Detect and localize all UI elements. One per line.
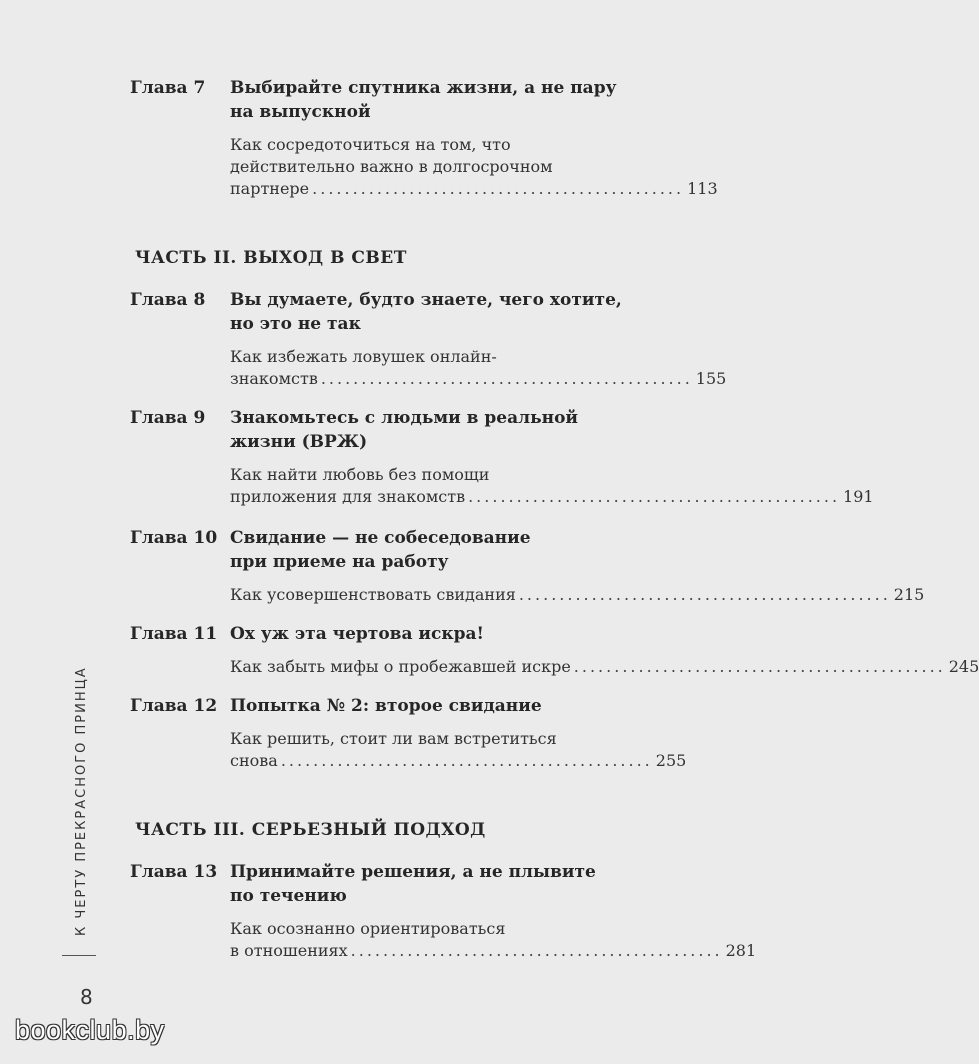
chapter-subtitle: Как забыть мифы о пробежавшей искре .............................................. 245 [230, 657, 979, 676]
toc-entry-chapter-12 [130, 694, 687, 772]
chapter-label: Глава 13 [130, 862, 218, 882]
chapter-label: Глава 9 [130, 408, 206, 428]
chapter-title: Ох уж эта чертова искра! [230, 624, 485, 644]
page-number: 8 [80, 985, 93, 1009]
toc-entry-chapter-8 [130, 288, 727, 390]
chapter-subtitle: Как усовершенствовать свидания .............................................. 215 [230, 585, 925, 604]
part-heading-3: ЧАСТЬ III. СЕРЬЕЗНЫЙ ПОДХОД [135, 820, 486, 840]
chapter-label: Глава 8 [130, 290, 206, 310]
chapter-subtitle: Как найти любовь без помощи приложения для знакомств .............................................. 191 [230, 465, 874, 506]
toc-entry-chapter-11 [130, 622, 979, 678]
running-title: К ЧЕРТУ ПРЕКРАСНОГО ПРИНЦА [74, 666, 89, 936]
chapter-label: Глава 7 [130, 78, 206, 98]
chapter-title: Свидание — не собеседование при приеме на работу [230, 528, 531, 572]
chapter-title: Выбирайте спутника жизни, а не пару на выпускной [230, 78, 617, 122]
page-ref: 255 [655, 751, 687, 770]
page-ref: 215 [893, 585, 925, 604]
chapter-label: Глава 12 [130, 696, 218, 716]
page-ref: 245 [948, 657, 979, 676]
page-ref: 191 [843, 487, 874, 506]
chapter-title: Вы думаете, будто знаете, чего хотите, но это не так [230, 290, 622, 334]
chapter-subtitle: Как осознанно ориентироваться в отношениях .............................................. 281 [230, 919, 757, 960]
toc-entry-chapter-13 [130, 860, 757, 962]
toc-entry-chapter-7 [130, 76, 718, 200]
toc-entry-chapter-10 [130, 526, 925, 606]
chapter-label: Глава 10 [130, 528, 218, 548]
chapter-subtitle: Как сосредоточиться на том, что действительно важно в долгосрочном партнере .............................................. 113 [230, 135, 718, 198]
chapter-title: Попытка № 2: второе свидание [230, 696, 542, 716]
chapter-subtitle: Как избежать ловушек онлайн- знакомств .............................................. 155 [230, 347, 727, 388]
running-title-rule [62, 955, 96, 956]
toc-entry-chapter-9 [130, 406, 874, 508]
page-ref: 281 [725, 941, 757, 960]
chapter-title: Принимайте решения, а не плывите по течению [230, 862, 596, 906]
chapter-subtitle: Как решить, стоит ли вам встретиться снова .............................................. 255 [230, 729, 687, 770]
part-heading-2: ЧАСТЬ II. ВЫХОД В СВЕТ [135, 248, 407, 268]
page-ref: 113 [687, 179, 718, 198]
chapter-title: Знакомьтесь с людьми в реальной жизни (ВРЖ) [230, 408, 579, 452]
page-ref: 155 [695, 369, 727, 388]
watermark: bookclub.by [15, 1015, 165, 1045]
chapter-label: Глава 11 [130, 624, 218, 644]
